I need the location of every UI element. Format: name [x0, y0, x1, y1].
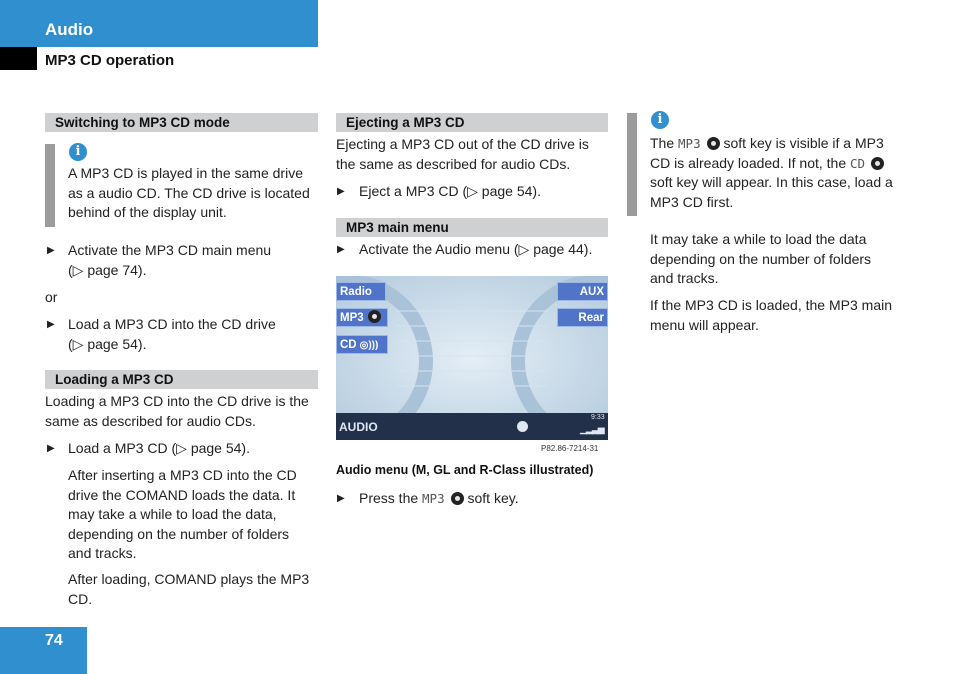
or-text: or — [45, 289, 58, 305]
disc-icon — [871, 157, 884, 170]
clock: 9:33 — [591, 414, 605, 421]
audio-menu-screen — [336, 276, 608, 440]
softkey-rear: Rear — [557, 308, 608, 327]
info-icon: i — [69, 143, 87, 161]
info-text: A MP3 CD is played in the same drive as a audio CD. The CD drive is located behind of the display unit. — [68, 165, 310, 220]
section-marker — [0, 47, 37, 70]
disc-icon — [707, 137, 720, 150]
step-press: Press the MP3 soft key. — [359, 490, 519, 506]
col3-para1: It may take a while to load the data depending on the number of folders and tracks. — [650, 231, 872, 286]
heading-switching: Switching to MP3 CD mode — [45, 113, 318, 132]
figure-caption: Audio menu (M, GL and R-Class illustrated) — [336, 463, 594, 477]
info-text: The MP3 soft key is visible if a MP3 CD is already loaded. If not, the CD soft key will appear. In this case, load a MP3 CD first. — [650, 135, 893, 210]
loading-para1: After inserting a MP3 CD into the CD drive the COMAND loads the data. It may take a while to load the data, depending on the number of folders and tracks. — [68, 467, 297, 561]
signal-icon: ▁▂▃▅ — [580, 424, 604, 434]
chapter-title: Audio — [45, 20, 94, 39]
ejecting-intro: Ejecting a MP3 CD out of the CD drive is the same as described for audio CDs. — [336, 136, 589, 172]
step-activate-audio: Activate the Audio menu (▷ page 44). — [359, 241, 593, 257]
softkey-cd: CD ◎))) — [336, 335, 388, 354]
bullet-icon: ▶ — [47, 245, 55, 256]
disc-waves-icon: ◎))) — [359, 340, 379, 351]
softkey-radio: Radio — [336, 282, 386, 301]
info-icon: i — [651, 111, 669, 129]
disc-status-icon — [517, 421, 528, 432]
heading-ejecting: Ejecting a MP3 CD — [336, 113, 608, 132]
bullet-icon: ▶ — [337, 493, 345, 504]
step-load-mp3: Load a MP3 CD into the CD drive (▷ page 54). — [68, 316, 276, 352]
status-audio: AUDIO — [339, 420, 378, 434]
info-bar — [45, 144, 55, 227]
info-bar — [627, 113, 637, 216]
step-load: Load a MP3 CD (▷ page 54). — [68, 440, 250, 456]
disc-icon — [368, 310, 381, 323]
bullet-icon: ▶ — [47, 319, 55, 330]
heading-main-menu: MP3 main menu — [336, 218, 608, 237]
step-activate-mp3: Activate the MP3 CD main menu (▷ page 74). — [68, 242, 272, 278]
page-number: 74 — [45, 632, 63, 649]
heading-loading: Loading a MP3 CD — [45, 370, 318, 389]
figure-ref: P82.86-7214-31 — [541, 444, 599, 453]
step-eject: Eject a MP3 CD (▷ page 54). — [359, 183, 541, 199]
loading-para2: After loading, COMAND plays the MP3 CD. — [68, 571, 310, 607]
bullet-icon: ▶ — [337, 186, 345, 197]
loading-intro: Loading a MP3 CD into the CD drive is the same as described for audio CDs. — [45, 393, 309, 429]
disc-icon — [451, 492, 464, 505]
bullet-icon: ▶ — [47, 443, 55, 454]
softkey-aux: AUX — [557, 282, 608, 301]
softkey-mp3: MP3 — [336, 308, 388, 327]
section-title: MP3 CD operation — [45, 52, 175, 69]
col3-para2: If the MP3 CD is loaded, the MP3 main menu will appear. — [650, 297, 892, 333]
bullet-icon: ▶ — [337, 244, 345, 255]
page-number-box — [0, 627, 87, 674]
